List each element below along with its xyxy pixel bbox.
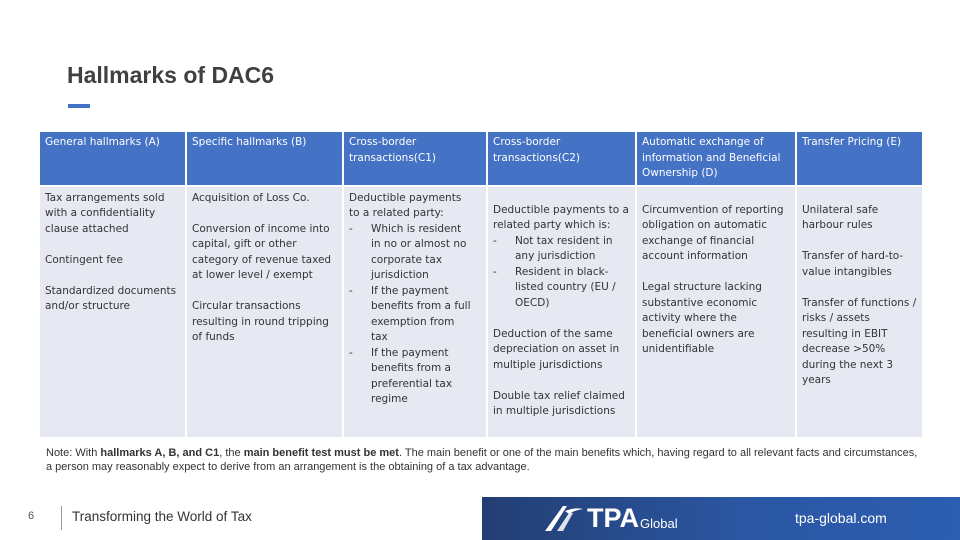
list-item-text: If the payment benefits from a full exemption from tax — [371, 284, 471, 343]
c1-intro: Deductible payments to a related party: — [349, 191, 462, 219]
dash-bullet: - — [493, 234, 497, 247]
list-item: Transfer of functions / risks / assets resulting in EBIT decrease >50% during the next 3 years — [802, 296, 917, 386]
cell-cross-border-c1 — [344, 185, 486, 437]
logo-text-global: Global — [640, 516, 678, 531]
list-item-text: Not tax resident in any jurisdiction — [515, 234, 613, 262]
hallmarks-table — [38, 132, 924, 437]
tpa-logo-icon — [543, 503, 585, 533]
note-prefix: Note: With — [46, 447, 101, 459]
cell-transfer-pricing — [797, 185, 922, 437]
table-header-row — [40, 132, 922, 185]
footer-divider — [61, 506, 62, 530]
table-row — [40, 185, 922, 437]
website-link[interactable]: tpa-global.com — [795, 510, 887, 526]
cell-general-hallmarks — [40, 185, 185, 437]
header-cross-border-c2: Cross-border transactions(C2) — [488, 132, 635, 185]
dash-bullet: - — [349, 222, 353, 235]
slide-title: Hallmarks of DAC6 — [67, 62, 275, 88]
footer-tagline: Transforming the World of Tax — [72, 509, 252, 524]
page-number: 6 — [28, 510, 35, 522]
list-item-text: Which is resident in no or almost no corporate tax jurisdiction — [371, 222, 467, 281]
list-item: Standardized documents and/or structure — [45, 284, 177, 312]
header-specific-hallmarks: Specific hallmarks (B) — [187, 132, 342, 185]
cell-cross-border-c2 — [488, 185, 635, 437]
header-cross-border-c1: Cross-border transactions(C1) — [344, 132, 486, 185]
note-bold-test: main benefit test must be met — [243, 447, 399, 459]
header-automatic-exchange: Automatic exchange of information and Beneficial Ownership (D) — [637, 132, 795, 185]
c2-intro: Deductible payments to a related party which is: — [493, 203, 629, 231]
main-benefit-note — [46, 446, 926, 474]
list-item — [493, 234, 630, 265]
cell-specific-hallmarks — [187, 185, 342, 437]
list-item-text: Resident in black-listed country (EU / OECD) — [515, 265, 616, 309]
list-item — [349, 222, 472, 284]
list-item-text: If the payment benefits from a preferential tax regime — [371, 346, 453, 405]
tpa-global-logo — [543, 500, 678, 536]
list-item: Tax arrangements sold with a confidentiality clause attached — [45, 191, 165, 235]
header-general-hallmarks: General hallmarks (A) — [40, 132, 185, 185]
list-item: Conversion of income into capital, gift or other category of revenue taxed at lower level / exempt — [192, 222, 332, 281]
list-item: Circumvention of reporting obligation on automatic exchange of financial account information — [642, 203, 784, 262]
list-item: Circular transactions resulting in round tripping of funds — [192, 300, 329, 343]
note-bold-hallmarks: hallmarks A, B, and C1 — [100, 447, 220, 459]
note-rest: . The main benefit or one of the main benefits which, having regard to all relevant facts and circumstances, a person may reasonably expect to derive from an arrangement is the obtaining of a tax advantage. — [46, 447, 918, 473]
list-item: Unilateral safe harbour rules — [802, 203, 879, 231]
dash-bullet: - — [493, 265, 497, 278]
list-item — [349, 346, 472, 408]
list-item: Contingent fee — [45, 253, 123, 266]
note-mid: , the — [219, 447, 244, 459]
list-item — [349, 284, 472, 346]
dash-bullet: - — [349, 284, 353, 297]
dash-bullet: - — [349, 346, 353, 359]
header-transfer-pricing: Transfer Pricing (E) — [797, 132, 922, 185]
list-item — [493, 265, 630, 312]
list-item: Deduction of the same depreciation on asset in multiple jurisdictions — [493, 327, 620, 371]
list-item: Transfer of hard-to-value intangibles — [802, 250, 904, 278]
list-item: Acquisition of Loss Co. — [192, 191, 310, 204]
list-item: Double tax relief claimed in multiple jurisdictions — [493, 389, 625, 417]
list-item: Legal structure lacking substantive economic activity where the beneficial owners are unidentifiable — [642, 281, 762, 355]
cell-automatic-exchange — [637, 185, 795, 437]
logo-text-tpa: TPA — [587, 502, 639, 533]
title-accent-bar — [68, 104, 90, 108]
